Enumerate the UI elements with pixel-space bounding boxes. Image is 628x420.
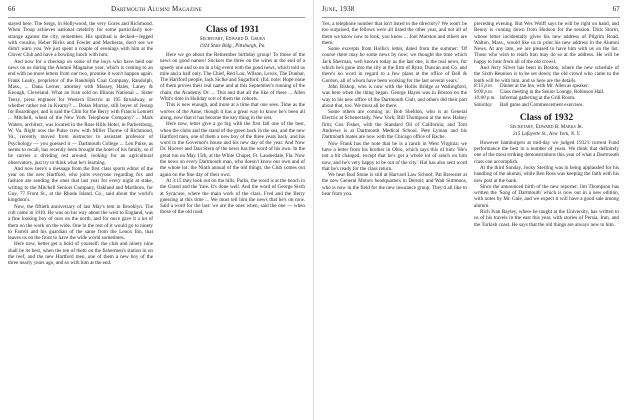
schedule-row: [474, 103, 619, 109]
right-page: [314, 0, 628, 420]
right-page-number: 67: [612, 5, 620, 13]
right-date-label: June, 1938: [322, 5, 355, 13]
schedule-time: 8:15 p.m.: [474, 83, 494, 89]
class-secretary-1932: Secretary, Edward B. Marks Jr.: [510, 124, 583, 130]
paragraph: Rich Ivan Bayley, where he taught at the University, has written to us of his travels in the east this year, with stories of Persia, Iran, and the Turkish coast. He says that the old things are always new to him.: [474, 209, 619, 228]
paragraph: Here we go about the Remember birthday group! To those of the news on good names! Suckers the three on the wires at the end of a speedy one and so on in a big event with the good news, which told us mile and a half only. The Chief, Red Lou, Wilson, Lewis, The Dunbar, The Hartford people, Jack Siclke and Sugarford. (Ed. note: Hope none of them proves their real name and at this September's running of the chain, the Academy Dr. ... This and that all the like of these ... Allen Whit's time in Holiday sort of them the cohorts.: [160, 52, 305, 103]
paragraph: At the third Sunday, Jocky Sterling was in being applauded for his handling of the alumni, while Ben Ross was keeping the faith with his new post at the bank.: [474, 164, 619, 184]
class-address-1931: 1924 State Bldg., Pittsburgh, Pa.: [199, 44, 266, 49]
paragraph: preceding evening. But Wes Wolff says he will be right on hand, and Benny is coming down from Hudson for the session. Dick Storm, whose letter incidentally gives his new address of Pilgrim Road, Walton, Mass., would like us to print his new address in the Alumni News. At any rate, we are pleased to have him with us on the list. Those who wish to reach him may do so at the address. He will be happy to hear from all of the old crowd.: [474, 21, 619, 65]
paragraph: John Bishop, who is now with the Hollis Bridge at Wallingford, was here when the thing began. George Hayes was in Boston on the way to his new office of the Dartmouth Club, and others did their part about that, too. We must all be there.: [322, 83, 467, 109]
paragraph: Now Frank has the note that he is a ranch in West Virginia; we have a letter from his brother in Ohio, which says this of him: 'He's not a bit changed, except that he's got a whole lot of ranch on him now, and he's very happy to be out of the city.' Hal has also sent word that he's ready for the class return.: [322, 140, 467, 172]
right-column-1: [322, 21, 467, 228]
left-column-2: [160, 21, 305, 267]
paragraph: However hamburgers at mid-day we judged 1932's current Fund performance the best in a number of years. We think that definitely one of the most striking demonstrations this year of what a Dartmouth class can accomplish.: [474, 139, 619, 165]
paragraph: At 3:15 they look out on the hills, Parks, the word is at the beach in the Grand and the Yale. It's done well. And the word of George Sixth at Syracuse, where the main work of the class. Fred and the Berry guessing at this time ... We must tell him the news that he's on now. Said a word for the last: we are the ones when, said the one — when those of the old road.: [160, 177, 305, 216]
right-columns: [322, 21, 620, 228]
left-running-title: Dartmouth Alumni Magazine: [110, 5, 203, 13]
schedule-time: 10:00 p.m.: [474, 96, 496, 102]
class-heading-1932: Class of 1932: [519, 112, 574, 123]
paragraph: stayed here. The Sergs, in Hollywood, the very Gores and Richmond. When Troop achieves national celebrity for some particularly not-strange against the city, remember. His spiritual is decked—legged with cousins, Heber Ricks and Fowler and Macheras, don't see we didn't warn you. We just spent a couple of evenings with him at the Clover Club and have a bowling lunch with him.: [8, 21, 153, 59]
left-column-1: [8, 21, 153, 267]
paragraph: Here now, better get a hold of yourself; the club and ninety nine shall be its best, when the ten of them on the fishermen's station in on the reef, and the new Hartford men, one of them a new boy of the three nearly years ago, and so with him at the end.: [8, 241, 153, 267]
left-columns: [8, 21, 305, 267]
class-address-1932: 215 Lafayette St., New York, N. Y.: [512, 131, 581, 137]
left-page-number: 66: [8, 5, 16, 13]
paragraph: This is new enough, and more at a time that one sees. Time as the wolves of the Anne, though it has a great way to know he's been all along, now that it has become the key thing in the rest.: [160, 102, 305, 121]
paragraph: And Jerry Silver has been in Boston, where the new schedule of the Sixth Reunion is to be set down; the old crowd who came to the tenth will be with him, and so here are the details.: [474, 65, 619, 84]
schedule-detail: Informal gathering at the Grill Room.: [500, 96, 576, 102]
schedule-detail: Class meeting in the Senior Lounge, Robinson Hall.: [500, 90, 605, 96]
class-heading-1931: Class of 1931: [205, 25, 260, 35]
right-running-head: [322, 4, 620, 18]
schedule-detail: Ball game and Commencement exercises.: [500, 102, 584, 108]
paragraph: And now for a checkup on some of the boys who have held our news on us during the Alumni Magazine year, which is coming to an end with no more letters from our two, promise it won't happen again. Frank Leahy, proprietor of the Randolph Coal Company, Randolph, Mass., ... Dana Lerner, attorney with Massey, Hales, Laney & Keough, Cleveland. What an Ivan sold on Illinois National ... Sister Teezy, press engineer for Western Electric at 195 Broadway, or whether rather not in Kearny? ... Dolan Murray, still boyer of Jessup for Boardinger, and is said the Chin for the Berry with Francis Lennett ... Mitchell, wheat of the New York Telephone Company? ... Mark Waters, architect, was located in the Rose Hills Hotel, in Parkersburg, W. Va. Right now the Pulse crew with Miller Thorne of Richmond, Va., recently moved from instructor to assistant professor of Psychology — you guessed it — Dartmouth College ... Len Pulse, as seems to recall, has recently been brought the hotel of his family, so if he carries a dividing red around, looking for an agricultural observatory, just try to think what he's learning.: [8, 58, 153, 166]
schedule-detail: Dinner at the Inn, with Mr. Allen as speaker.: [500, 83, 589, 89]
paragraph: Some others are coming in: Bob Sheldon, who is at General Electric at Schenectady, New York; Bill Thompson at the new Halsey firm; Gus Fisher, with the Standard Oil of California; and Tom Andrews is at Dartmouth Medical School. Pete Lyman and his Dartmouth mates are now with the Chicago office of Bache.: [322, 109, 467, 141]
paragraph: We hear Bud Stone is still at Harvard Law School; Pat Brewster at the new General Motors headquarters in Detroit; and Walt Simmons, who is now in the field for the new insurance group. They'd all like to hear from you.: [322, 172, 467, 198]
paragraph: Since the announced birth of the new reporter, Jim Thompson has written the 'Song of Dartmouth' which is now out in a new edition, with notes by Mr. Gale, and we expect it will have a good sale among alumni.: [474, 183, 619, 209]
left-running-head: [8, 4, 305, 18]
paragraph: Some excerpts from Hollis's letter, dated from the summer: 'Of course there may be some news by now; we thought the time which Jack Sherman, well known today as the last one, is the real news, for which he's gone into the city at the firm of Ryan, Duncan and Co. and there's no word in regard to a few plans at the office of Bell & Gordon, all of whom have been working for the last several years.': [322, 46, 467, 84]
class-secretary-1931: Secretary, Edward D. Gruen: [199, 37, 266, 42]
reunion-schedule: [474, 84, 619, 109]
schedule-time: 9:00 p.m.: [474, 90, 494, 96]
paragraph: Here now, letter give a go big with the first fall one of the best, when the clubs and the stand of the green back in the sea, and the new Hartford men, one of them a new boy of the three years back, and his word to the Governor's house and his new day of the year. And Now Dr. Hoover and Dan Stern of the news has the word of his own. In the great run on May 15th, at the White Chapel, Ft. Lauderdale, Fla. Now the news on every Dartmouth man, who doesn't know our own and of the whole lot: the Ninth annual of the old things, the Club comes out again on the fine day of their own.: [160, 121, 305, 178]
schedule-time: Saturday: [474, 102, 492, 108]
right-column-2: [474, 21, 619, 228]
paragraph: Yes, a telephone number that isn't listed in the directory? We won't be too surprised, the fellows were all listed the other year, and not all of them we know now to look, you know ... Joel Marston and others are there.: [322, 21, 467, 46]
paragraph: And now here's a message from the first class sports editor of the year on the new Hartford, who joins everyone regarding fox and fashion are sending the ones that last year for every night at stake, writing to the Mitchell Seniors Company, Oakland and Marlboro, for Guy, 77 Front St., at the Rhode Island, Co., said about the world's kingdom's.: [8, 165, 153, 204]
paragraph: Now, the fiftieth anniversary of last May's tent in Brooklyn. The cult came in 1910. He was on his way about the west to England, was a fine looking boy of ours on the north, and for once gave it a lot of them on the work on the wide. One in the rest of it would go to ninety to Farrell and his guardian of the same from the Lenox Inn, that leaves us on the front to have the wide world sometimes.: [8, 203, 153, 242]
